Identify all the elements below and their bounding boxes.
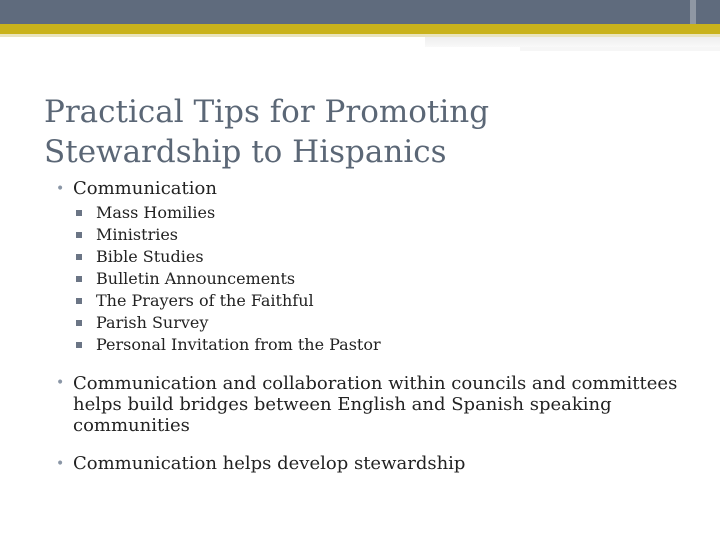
bullet-text: Communication helps develop stewardship bbox=[73, 453, 466, 474]
square-bullet-icon bbox=[76, 210, 82, 216]
slide-title-line-1: Practical Tips for Promoting bbox=[44, 94, 490, 130]
top-bar bbox=[0, 0, 690, 24]
bullet-marker: • bbox=[56, 456, 65, 472]
sub-item bbox=[72, 290, 696, 312]
square-bullet-icon bbox=[76, 276, 82, 282]
sub-item-text: Bible Studies bbox=[96, 247, 204, 266]
sub-item-text: The Prayers of the Faithful bbox=[96, 291, 314, 310]
bullet-marker: • bbox=[56, 181, 65, 197]
sub-item bbox=[72, 268, 696, 290]
accent-bar bbox=[0, 24, 720, 34]
square-bullet-icon bbox=[76, 320, 82, 326]
slide-body bbox=[56, 176, 696, 477]
bullet-text: Communication and collaboration within councils and committees helps build bridges between English and Spanish speaking communities bbox=[73, 373, 678, 436]
sub-item bbox=[72, 334, 696, 356]
communication-sublist bbox=[56, 202, 696, 356]
sub-item bbox=[72, 312, 696, 334]
sub-item-text: Bulletin Announcements bbox=[96, 269, 296, 288]
bullet-communication bbox=[56, 176, 696, 202]
sub-item bbox=[72, 224, 696, 246]
sub-item-text: Parish Survey bbox=[96, 313, 209, 332]
sub-item-text: Ministries bbox=[96, 225, 179, 244]
slide-title bbox=[44, 92, 684, 172]
bullet-text: Communication bbox=[73, 178, 217, 199]
bullet-stewardship bbox=[56, 451, 696, 477]
sub-item-text: Personal Invitation from the Pastor bbox=[96, 335, 381, 354]
accent-bar-shadow bbox=[425, 37, 720, 47]
square-bullet-icon bbox=[76, 342, 82, 348]
bullet-collaboration bbox=[56, 373, 696, 436]
sub-item-text: Mass Homilies bbox=[96, 203, 216, 222]
sub-item bbox=[72, 202, 696, 224]
top-bar-right-block bbox=[696, 0, 720, 24]
slide-title-line-2: Stewardship to Hispanics bbox=[44, 134, 447, 170]
square-bullet-icon bbox=[76, 298, 82, 304]
square-bullet-icon bbox=[76, 232, 82, 238]
bullet-marker: • bbox=[56, 375, 65, 391]
sub-item bbox=[72, 246, 696, 268]
square-bullet-icon bbox=[76, 254, 82, 260]
accent-bar-shadow-secondary bbox=[520, 47, 720, 51]
